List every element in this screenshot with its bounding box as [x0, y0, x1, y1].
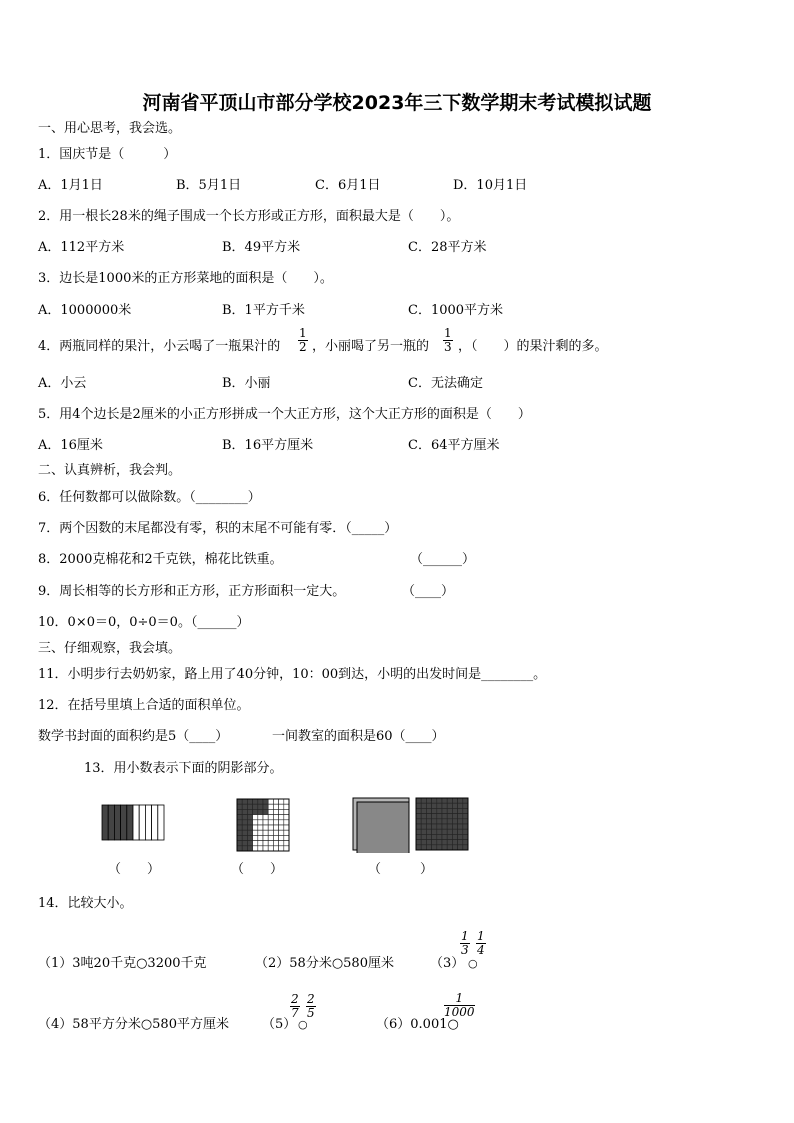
q1-option-a: A．1月1日 [38, 178, 103, 193]
q3-option-c: C．1000平方米 [408, 303, 504, 318]
question-9: 9．周长相等的长方形和正方形，正方形面积一定大。 [38, 584, 346, 599]
fraction-numerator: 2 [291, 992, 299, 1006]
q2-option-a: A．112平方米 [38, 240, 125, 255]
fraction-numerator: 2 [307, 992, 315, 1006]
question-5: 5．用4个边长是2厘米的小正方形拼成一个大正方形，这个大正方形的面积是（ ） [38, 407, 531, 422]
fraction-numerator: 1 [477, 929, 485, 943]
fraction-denominator: 1000 [444, 1005, 475, 1019]
question-1: 1．国庆节是（ ） [38, 147, 177, 162]
question-12-a: 数学书封面的面积约是5（____） [38, 729, 229, 744]
question-2: 2．用一根长28米的绳子围成一个长方形或正方形，面积最大是（ ）。 [38, 209, 460, 224]
page-title: 河南省平顶山市部分学校2023年三下数学期末考试模拟试题 [142, 92, 652, 114]
compare-3-label: （3） [430, 956, 465, 971]
q5-option-a: A．16厘米 [38, 438, 103, 453]
question-12: 12．在括号里填上合适的面积单位。 [38, 698, 250, 713]
fraction-numerator: 1 [444, 992, 475, 1006]
compare-5-right-fraction [306, 993, 316, 1020]
q1-option-c: C．6月1日 [315, 178, 381, 193]
q4-option-a: A．小云 [38, 376, 87, 391]
q3-option-a: A．1000000米 [38, 303, 132, 318]
figure-strip-tenths [101, 804, 165, 841]
figure-grid-hundredths [236, 798, 290, 852]
fraction-denominator: 3 [461, 943, 469, 957]
section-3-heading: 三、仔细观察，我会填。 [38, 641, 182, 656]
compare-4: （4）58平方分米○580平方厘米 [38, 1017, 229, 1032]
question-14: 14．比较大小。 [38, 896, 133, 911]
q1-option-b: B．5月1日 [176, 178, 242, 193]
section-1-heading: 一、用心思考，我会选。 [38, 121, 182, 136]
question-9-blank: （____） [402, 584, 455, 599]
compare-5-left-fraction [290, 993, 300, 1020]
question-8-blank: （______） [410, 552, 476, 567]
fraction-one-third [443, 327, 453, 354]
fraction-numerator: 1 [444, 326, 452, 340]
question-4-part-2: ，小丽喝了另一瓶的 [312, 339, 430, 354]
figure-whole-and-grid [352, 797, 470, 853]
fraction-denominator: 3 [444, 340, 452, 354]
fraction-numerator: 1 [461, 929, 469, 943]
compare-5-label: （5） [262, 1017, 297, 1032]
section-2-heading: 二、认真辨析，我会判。 [38, 463, 182, 478]
question-6: 6．任何数都可以做除数。（________） [38, 490, 261, 505]
q5-option-c: C．64平方厘米 [408, 438, 500, 453]
q2-option-c: C．28平方米 [408, 240, 487, 255]
q4-option-b: B．小丽 [222, 376, 271, 391]
question-4-part-3: ，（ ）的果汁剩的多。 [458, 339, 608, 354]
fraction-denominator: 2 [299, 340, 307, 354]
q2-option-b: B．49平方米 [222, 240, 301, 255]
question-11: 11．小明步行去奶奶家，路上用了40分钟，10：00到达，小明的出发时间是________。 [38, 667, 547, 682]
fraction-one-half [298, 327, 308, 354]
fraction-denominator: 7 [291, 1006, 299, 1020]
compare-6-fraction [444, 992, 475, 1019]
figure-2-answer-blank: （ ） [231, 862, 284, 877]
q4-option-c: C．无法确定 [408, 376, 483, 391]
figure-3-answer-blank: （ ） [368, 862, 434, 877]
compare-5-circle: ○ [298, 1018, 308, 1031]
question-12-b: 一间教室的面积是60（____） [272, 729, 445, 744]
figure-1-answer-blank: （ ） [108, 862, 161, 877]
question-13: 13．用小数表示下面的阴影部分。 [84, 761, 283, 776]
question-8: 8．2000克棉花和2千克铁，棉花比铁重。 [38, 552, 283, 567]
compare-3-circle: ○ [468, 957, 478, 970]
question-7: 7．两个因数的末尾都没有零，积的末尾不可能有零．（_____） [38, 521, 398, 536]
q3-option-b: B．1平方千米 [222, 303, 305, 318]
q5-option-b: B．16平方厘米 [222, 438, 314, 453]
compare-3-left-fraction [460, 930, 470, 957]
fraction-denominator: 4 [477, 943, 485, 957]
compare-6: （6）0.001○ [376, 1017, 459, 1032]
question-4-part-1: 4．两瓶同样的果汁，小云喝了一瓶果汁的 [38, 339, 281, 354]
fraction-numerator: 1 [299, 326, 307, 340]
compare-1: （1）3吨20千克○3200千克 [38, 956, 207, 971]
question-3: 3．边长是1000米的正方形菜地的面积是（ ）。 [38, 271, 333, 286]
q1-option-d: D．10月1日 [453, 178, 528, 193]
compare-3-right-fraction [476, 930, 486, 957]
question-10: 10．0×0＝0，0÷0＝0。（______） [38, 615, 250, 630]
fraction-denominator: 5 [307, 1006, 315, 1020]
compare-2: （2）58分米○580厘米 [255, 956, 394, 971]
